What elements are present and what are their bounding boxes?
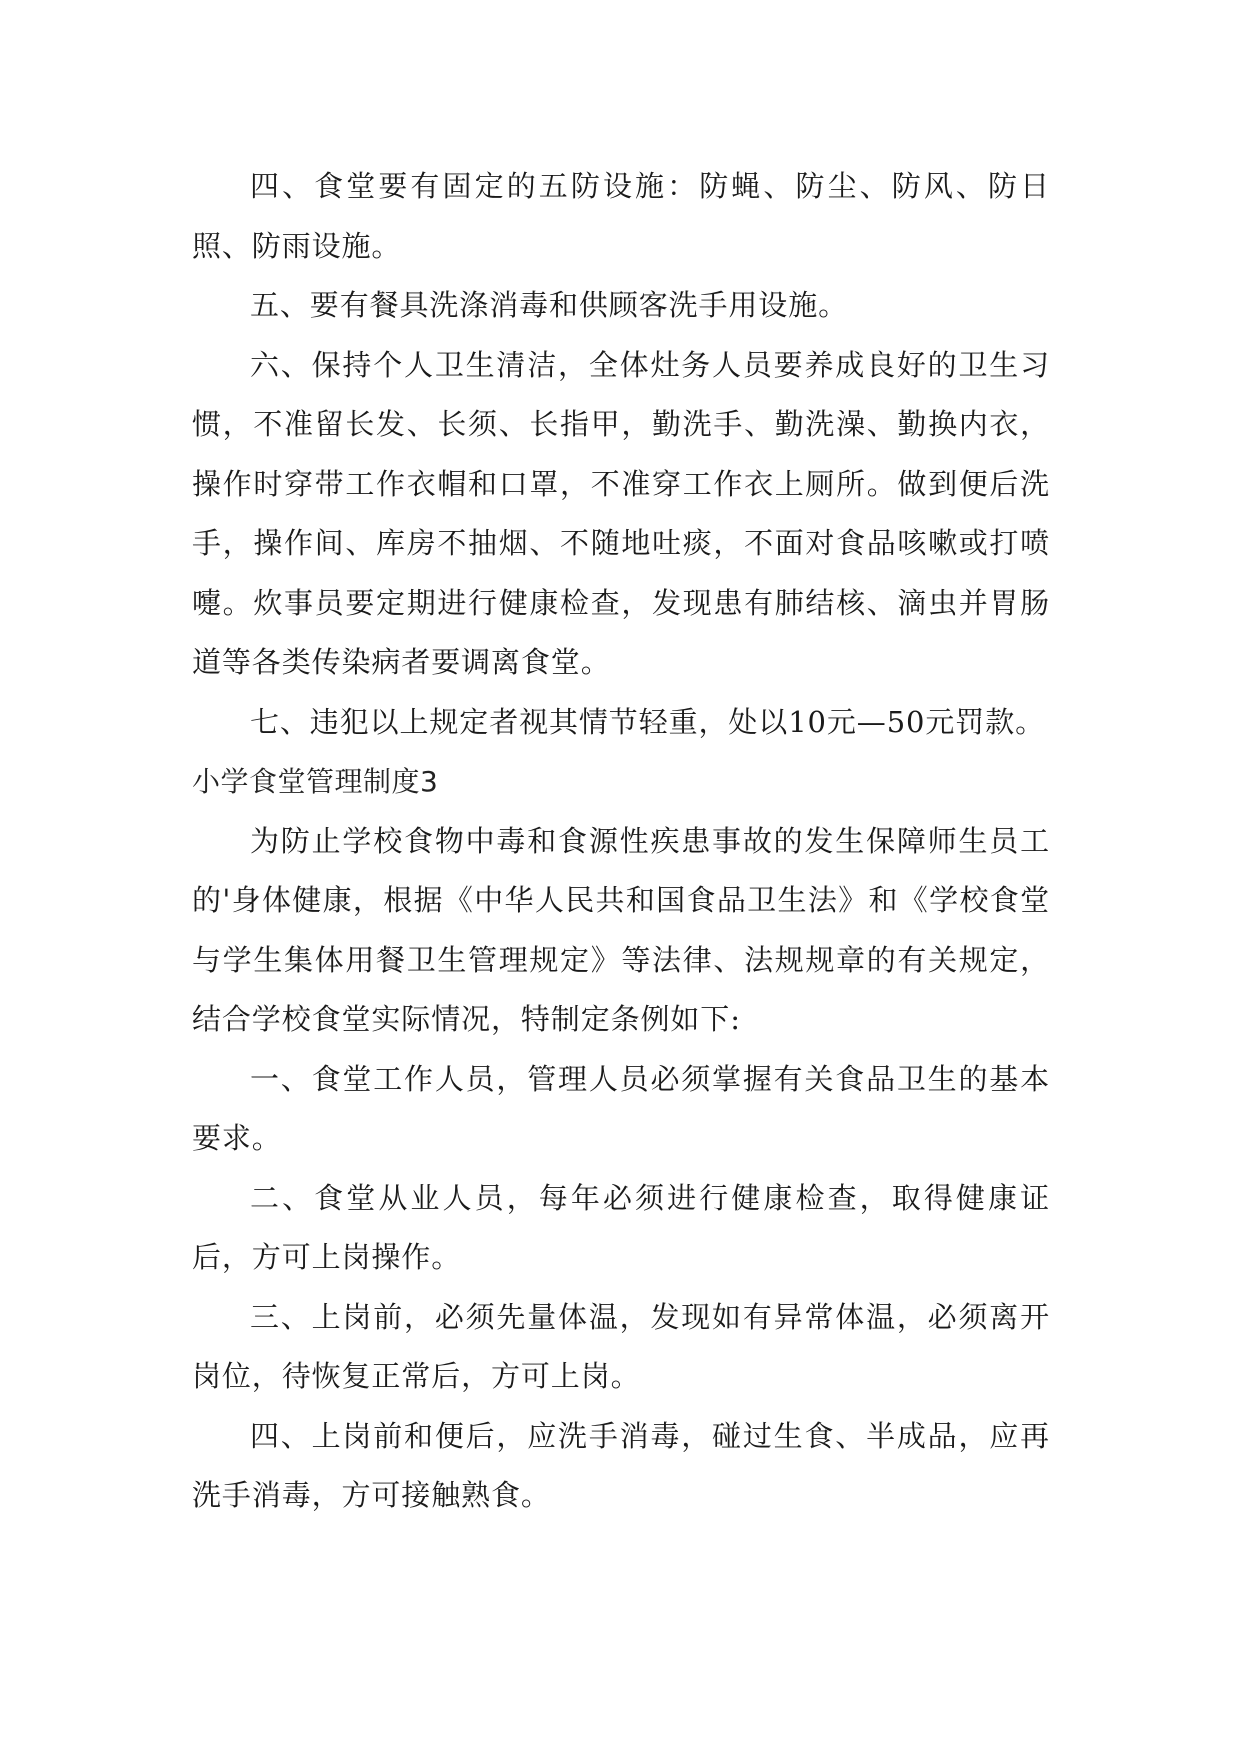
document-body <box>192 157 1050 1526</box>
section-item-1: 一、食堂工作人员，管理人员必须掌握有关食品卫生的基本要求。 <box>192 1061 1050 1155</box>
section-item-2: 二、食堂从业人员，每年必须进行健康检查，取得健康证后，方可上岗操作。 <box>192 1180 1050 1274</box>
section-item-3: 三、上岗前，必须先量体温，发现如有异常体温，必须离开岗位，待恢复正常后，方可上岗。 <box>192 1299 1050 1393</box>
paragraph-item-6: 六、保持个人卫生清洁，全体灶务人员要养成良好的卫生习惯，不准留长发、长须、长指甲，勤洗手、勤洗澡、勤换内衣，操作时穿带工作衣帽和口罩，不准穿工作衣上厕所。做到便后洗手，操作间、库房不抽烟、不随地吐痰，不面对食品咳嗽或打喷嚏。炊事员要定期进行健康检查，发现患有肺结核、滴虫并胃肠道等各类传染病者要调离食堂。 <box>192 347 1050 679</box>
paragraph-item-4: 四、食堂要有固定的五防设施：防蝇、防尘、防风、防日照、防雨设施。 <box>192 169 1050 263</box>
section-title: 小学食堂管理制度3 <box>192 765 439 798</box>
paragraph-item-5: 五、要有餐具洗涤消毒和供顾客洗手用设施。 <box>250 288 849 322</box>
section-intro-paragraph: 为防止学校食物中毒和食源性疾患事故的发生保障师生员工的'身体健康，根据《中华人民共和国食品卫生法》和《学校食堂与学生集体用餐卫生管理规定》等法律、法规规章的有关规定，结合学校食堂实际情况，特制定条例如下: <box>192 823 1050 1036</box>
section-item-4: 四、上岗前和便后，应洗手消毒，碰过生食、半成品，应再洗手消毒，方可接触熟食。 <box>192 1418 1050 1512</box>
paragraph-item-7: 七、违犯以上规定者视其情节轻重，处以10元—50元罚款。 <box>250 704 1046 739</box>
